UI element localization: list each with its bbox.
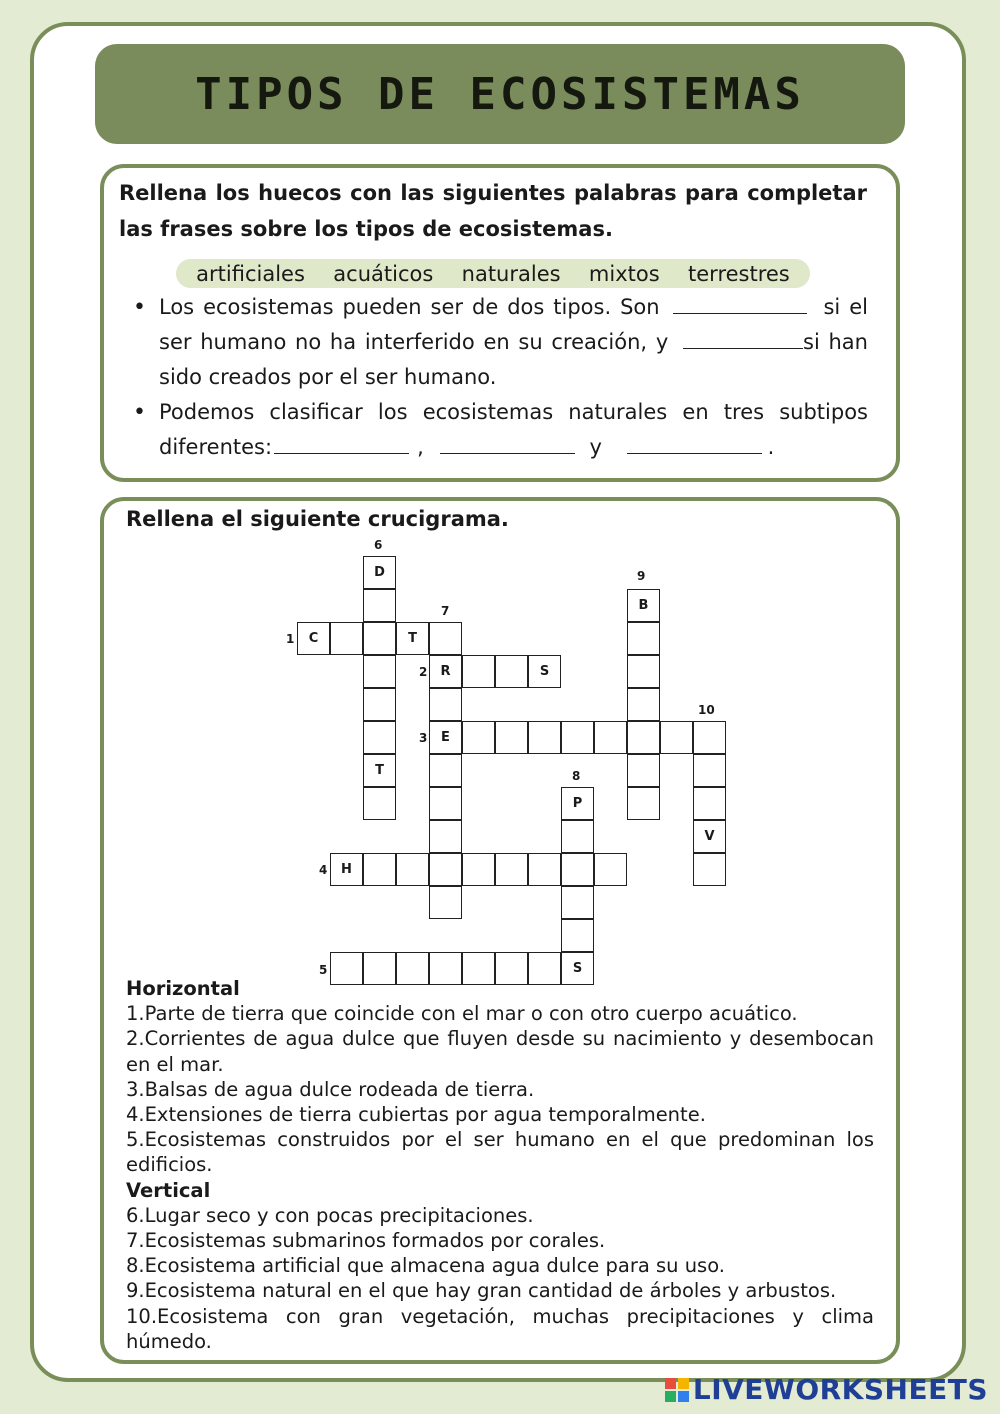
liveworksheets-logo-icon (665, 1378, 689, 1402)
crossword-cell[interactable]: T (396, 622, 429, 655)
sentence-list (159, 290, 868, 465)
clue-vertical-9: 9.Ecosistema natural en el que hay gran cantidad de árboles y arbustos. (126, 1279, 837, 1303)
vertical-heading: Vertical (126, 1178, 211, 1202)
crossword-clue-number: 10 (698, 703, 715, 717)
crossword-cell[interactable] (429, 853, 462, 886)
crossword-cell[interactable]: P (561, 787, 594, 820)
clue-vertical-8: 8.Ecosistema artificial que almacena agua dulce para su uso. (126, 1254, 726, 1278)
blank-3-input[interactable] (274, 435, 409, 454)
crossword-cell[interactable] (627, 655, 660, 688)
crossword-cell[interactable] (429, 622, 462, 655)
crossword-clue-number: 8 (572, 769, 581, 783)
crossword-cell[interactable] (363, 721, 396, 754)
sentence-2 (159, 395, 868, 465)
crossword-clues (126, 976, 874, 1354)
crossword-cell[interactable] (363, 622, 396, 655)
crossword-cell[interactable] (363, 688, 396, 721)
crossword-cell[interactable] (693, 721, 726, 754)
logo-square (678, 1391, 689, 1402)
clue-horizontal-3: 3.Balsas de agua dulce rodeada de tierra. (126, 1077, 535, 1101)
crossword-cell[interactable] (627, 622, 660, 655)
crossword-cell[interactable] (363, 853, 396, 886)
horizontal-heading: Horizontal (126, 977, 240, 1000)
crossword-cell[interactable] (561, 721, 594, 754)
crossword-clue-number: 9 (637, 569, 646, 583)
logo-square (678, 1378, 689, 1389)
clue-horizontal-1: 1.Parte de tierra que coincide con el mar o con otro cuerpo acuático. (126, 1002, 798, 1026)
blank-5-input[interactable] (627, 435, 762, 454)
sentence-2-and: y (589, 435, 602, 459)
sentence-1-text-b: si el ser humano no ha interferido en su creación, y (159, 295, 868, 354)
crossword-cell[interactable] (495, 721, 528, 754)
blank-2-input[interactable] (683, 330, 803, 349)
crossword-clue-number: 2 (419, 665, 428, 679)
clue-horizontal-2: 2.Corrientes de agua dulce que fluyen desde su nacimiento y desembocan en el mar. (126, 1027, 874, 1076)
crossword-cell[interactable]: B (627, 589, 660, 622)
clue-horizontal-5: 5.Ecosistemas construidos por el ser humano en el que predominan los edificios. (126, 1128, 874, 1177)
sentence-1-text-c: si han sido creados por el ser humano. (159, 330, 868, 389)
clue-vertical-10: 10.Ecosistema con gran vegetación, muchas precipitaciones y clima húmedo. (126, 1304, 874, 1353)
crossword-cell[interactable] (330, 622, 363, 655)
crossword-cell[interactable] (429, 754, 462, 787)
crossword-cell[interactable]: R (429, 655, 462, 688)
crossword-cell[interactable] (627, 721, 660, 754)
crossword-cell[interactable] (495, 853, 528, 886)
clue-vertical-7: 7.Ecosistemas submarinos formados por corales. (126, 1229, 606, 1253)
word-bank-item[interactable]: acuáticos (333, 261, 434, 286)
crossword-cell[interactable] (660, 721, 693, 754)
crossword-cell[interactable] (561, 886, 594, 919)
liveworksheets-footer (665, 1373, 988, 1406)
crossword-cell[interactable] (561, 853, 594, 886)
crossword-cell[interactable] (693, 754, 726, 787)
sentence-1-text-a: Los ecosistemas pueden ser de dos tipos. Son (159, 295, 660, 319)
word-bank-item[interactable]: artificiales (196, 261, 305, 286)
crossword-cell[interactable] (429, 886, 462, 919)
crossword-cell[interactable] (429, 820, 462, 853)
crossword-cell[interactable] (363, 787, 396, 820)
brand-name: LIVEWORKSHEETS (692, 1373, 988, 1406)
sentence-2-comma: , (417, 435, 424, 459)
crossword-cell[interactable] (561, 820, 594, 853)
crossword-instruction: Rellena el siguiente crucigrama. (126, 507, 509, 531)
crossword-cell[interactable] (462, 655, 495, 688)
crossword-cell[interactable] (627, 754, 660, 787)
crossword-cell[interactable] (627, 787, 660, 820)
crossword-cell[interactable] (363, 655, 396, 688)
crossword-cell[interactable]: C (297, 622, 330, 655)
crossword-cell[interactable] (528, 853, 561, 886)
sentence-1 (159, 290, 868, 395)
sentence-2-text: Podemos clasificar los ecosistemas naturales en tres subtipos diferentes: (159, 400, 868, 459)
crossword-cell[interactable] (429, 688, 462, 721)
clue-horizontal-4: 4.Extensiones de tierra cubiertas por agua temporalmente. (126, 1103, 706, 1127)
crossword-cell[interactable] (693, 853, 726, 886)
fill-blanks-instruction: Rellena los huecos con las siguientes palabras para completar las frases sobre los tipos de ecosistemas. (119, 181, 867, 241)
crossword-clue-number: 4 (319, 863, 328, 877)
crossword-clue-number: 6 (374, 538, 383, 552)
crossword-cell[interactable]: S (561, 952, 594, 985)
crossword-cell[interactable] (693, 787, 726, 820)
logo-square (665, 1391, 676, 1402)
crossword-cell[interactable] (462, 721, 495, 754)
crossword-cell[interactable] (594, 853, 627, 886)
sentence-2-period: . (767, 435, 775, 459)
crossword-cell[interactable] (462, 853, 495, 886)
crossword-cell[interactable]: T (363, 754, 396, 787)
crossword-cell[interactable] (429, 787, 462, 820)
crossword-cell[interactable] (627, 688, 660, 721)
word-bank-item[interactable]: terrestres (688, 261, 790, 286)
crossword-cell[interactable] (594, 721, 627, 754)
crossword-cell[interactable]: V (693, 820, 726, 853)
crossword-cell[interactable] (396, 853, 429, 886)
word-bank (176, 259, 810, 288)
crossword-cell[interactable] (561, 919, 594, 952)
logo-square (665, 1378, 676, 1389)
crossword-cell[interactable]: D (363, 556, 396, 589)
crossword-clue-number: 5 (319, 963, 328, 977)
crossword-clue-number: 3 (419, 731, 428, 745)
crossword-cell[interactable]: H (330, 853, 363, 886)
crossword-clue-number: 1 (286, 632, 295, 646)
crossword-cell[interactable]: S (528, 655, 561, 688)
page-title: TIPOS DE ECOSISTEMAS (195, 68, 805, 120)
crossword-cell[interactable] (495, 655, 528, 688)
blank-1-input[interactable] (673, 295, 807, 314)
crossword-cell[interactable] (363, 589, 396, 622)
crossword-clue-number: 7 (441, 604, 450, 618)
title-banner (95, 44, 905, 144)
crossword-cell[interactable] (528, 721, 561, 754)
crossword-cell[interactable]: E (429, 721, 462, 754)
word-bank-item[interactable]: mixtos (588, 261, 660, 286)
word-bank-item[interactable]: naturales (461, 261, 561, 286)
blank-4-input[interactable] (440, 435, 575, 454)
clue-vertical-6: 6.Lugar seco y con pocas precipitaciones. (126, 1203, 534, 1227)
